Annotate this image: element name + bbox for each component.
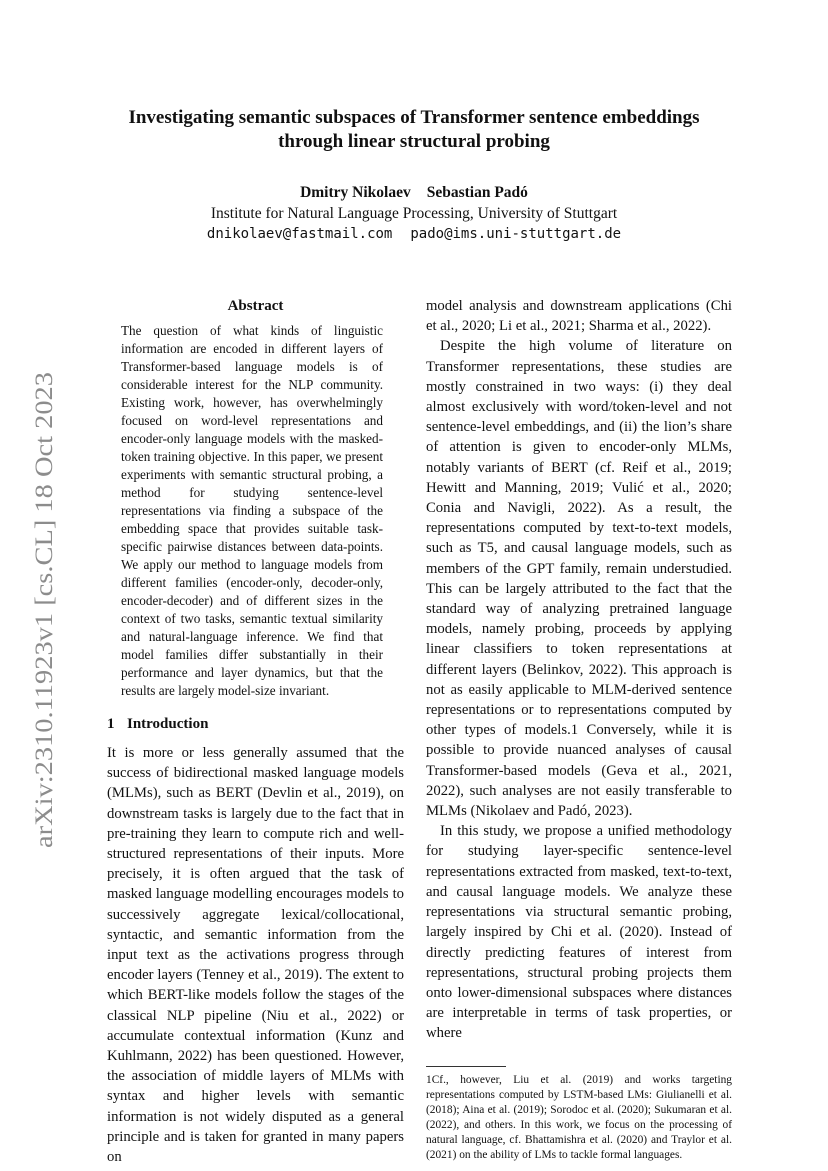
intro-paragraph: It is more or less generally assumed that the success of bidirectional masked language models (MLMs), such as BERT (Devlin et al., 2019), on downstream tasks is largely due to the fact that in pre-training they learn to compute rich and well-structured representations of their inputs. More precisely, it is often argued that the task of masked language modelling encourages models to successively aggregate lexical/collocational, syntactic, and semantic information from the input text as the activations progress through encoder layers (Tenney et al., 2019). The extent to which BERT-like models follow the stages of the classical NLP pipeline (Niu et al., 2022) or accumulate contextual information (Kunz and Kuhlmann, 2022) has been questioned. However, the association of middle layers of MLMs with syntax and higher levels with semantic information is not widely disputed as a general principle and is taken for granted in many papers on	[107, 745, 404, 1166]
footnote-divider	[426, 1066, 506, 1067]
arxiv-side-stamp	[8, 370, 68, 850]
abstract-heading: Abstract	[227, 298, 284, 314]
author-names	[0, 182, 828, 203]
body-paragraph: Despite the high volume of literature on Transformer representations, these studies are mostly constrained in two ways: (i) they deal almost exclusively with word/token-level and not sentence-level embeddings, and (ii) the lion’s share of attention is given to encoder-only MLMs, notably variants of BERT (cf. Reif et al., 2019; Hewitt and Manning, 2019; Vulić et al., 2020; Conia and Navigli, 2022). As a result, the representations computed by text-to-text models, such as T5, and causal language models, such as members of the GPT family, remain understudied. This can be largely attributed to the fact that the standard way of analyzing pretrained language models, namely probing, proceeds by applying linear classifiers to token representations at different layers (Belinkov, 2022). This approach is not as easily applicable to MLM-derived sentence representations or to representations computed by other types of models.1 Conversely, while it is possible to provide nuanced analyses of causal Transformer-based models (Geva et al., 2021, 2022), such analyses are not easily transferable to MLMs (Nikolaev and Padó, 2023).	[426, 338, 732, 820]
affiliation: Institute for Natural Language Processing, University of Stuttgart	[210, 205, 618, 222]
section-number: 1	[107, 716, 115, 732]
left-column	[107, 296, 404, 1167]
section-heading-introduction	[107, 714, 404, 734]
title-line-1: Investigating semantic subspaces of Transformer sentence embeddings	[128, 107, 700, 128]
abstract-text: The question of what kinds of linguistic information are encoded in different layers of Transformer-based language models is of considerable interest for the NLP community. Existing work, however, has overwhelmingly focused on word-level representations and encoder-only language models with the masked-token training objective. In this paper, we present experiments with semantic structural probing, a method for studying sentence-level representations via finding a subspace of the embedding space that provides suitable task-specific pairwise distances between data-points. We apply our method to language models from different families (encoder-only, decoder-only, encoder-decoder) and of different sizes in the context of two tasks, semantic textual similarity and natural-language inference. We find that model families differ substantially in their performance and layer dynamics, but that the results are largely model-size invariant.	[121, 323, 383, 698]
title-line-2: through linear structural probing	[278, 131, 550, 152]
author-name: Dmitry Nikolaev	[300, 184, 411, 201]
author-emails	[0, 224, 828, 244]
body-paragraph: model analysis and downstream applications (Chi et al., 2020; Li et al., 2021; Sharma et al., 2022).	[426, 298, 732, 335]
author-name: Sebastian Padó	[426, 184, 528, 201]
body-paragraph: In this study, we propose a unified methodology for studying layer-specific sentence-level representations extracted from masked, text-to-text, and causal language models. We analyze these representations via structural semantic probing, largely inspired by Chi et al. (2020). Instead of directly predicting features of interest from representations, structural probing projects them onto lower-dimensional subspaces where distances are interpretable in terms of task properties, or where	[426, 823, 732, 1042]
right-column	[426, 296, 732, 1163]
author-email: dnikolaev@fastmail.com	[206, 226, 393, 242]
arxiv-id-text: arXiv:2310.11923v1 [cs.CL] 18 Oct 2023	[31, 429, 58, 848]
author-block	[0, 182, 828, 244]
footnote: 1Cf., however, Liu et al. (2019) and works targeting representations computed by LSTM-based LMs: Giulianelli et al. (2018); Aina et al. (2019); Sorodoc et al. (2020); Sukumaran et al. (2022), and others. In this work, we focus on the processing of natural language, cf. Bhattamishra et al. (2020) and Traylor et al. (2021) on the ability of LMs to tackle formal languages.	[426, 1073, 732, 1161]
paper-title	[0, 106, 828, 154]
paper-header	[0, 106, 828, 242]
author-email: pado@ims.uni-stuttgart.de	[410, 226, 622, 242]
section-title: Introduction	[127, 716, 209, 732]
